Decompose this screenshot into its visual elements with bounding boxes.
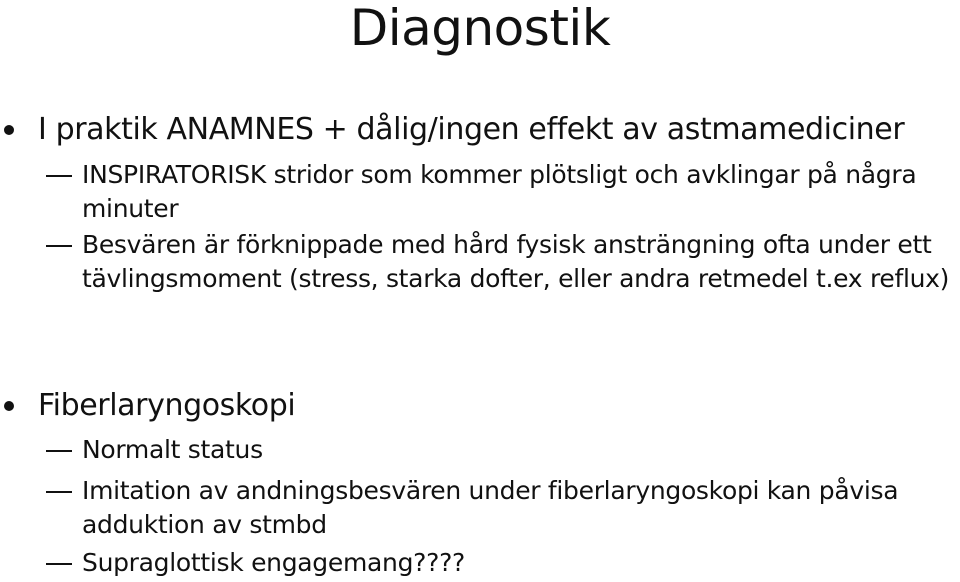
bullet-text: Fiberlaryngoskopi bbox=[38, 388, 296, 423]
dash-icon bbox=[46, 450, 72, 452]
sub-bullet-text: Imitation av andningsbesvären under fiberlaryngoskopi kan påvisa adduktion av stmbd bbox=[82, 476, 899, 539]
bullet-text: I praktik ANAMNES + dålig/ingen effekt av astmamediciner bbox=[38, 112, 905, 147]
dash-icon bbox=[46, 175, 72, 177]
sub-bullet-text: INSPIRATORISK stridor som kommer plötsligt och avklingar på några minuter bbox=[82, 160, 917, 223]
dash-icon bbox=[46, 491, 72, 493]
slide-title: Diagnostik bbox=[349, 0, 611, 57]
sub-bullet-text: Besvären är förknippade med hård fysisk ansträngning ofta under ett tävlingsmoment (stress, starka dofter, eller andra retmedel t.ex reflux) bbox=[82, 230, 950, 293]
sub-bullet-text: Supraglottisk engagemang???? bbox=[82, 548, 466, 577]
bullet-dot-icon bbox=[4, 401, 14, 411]
sub-bullet-text: Normalt status bbox=[82, 435, 263, 464]
dash-icon bbox=[46, 563, 72, 565]
dash-icon bbox=[46, 245, 72, 247]
bullet-dot-icon bbox=[4, 125, 14, 135]
